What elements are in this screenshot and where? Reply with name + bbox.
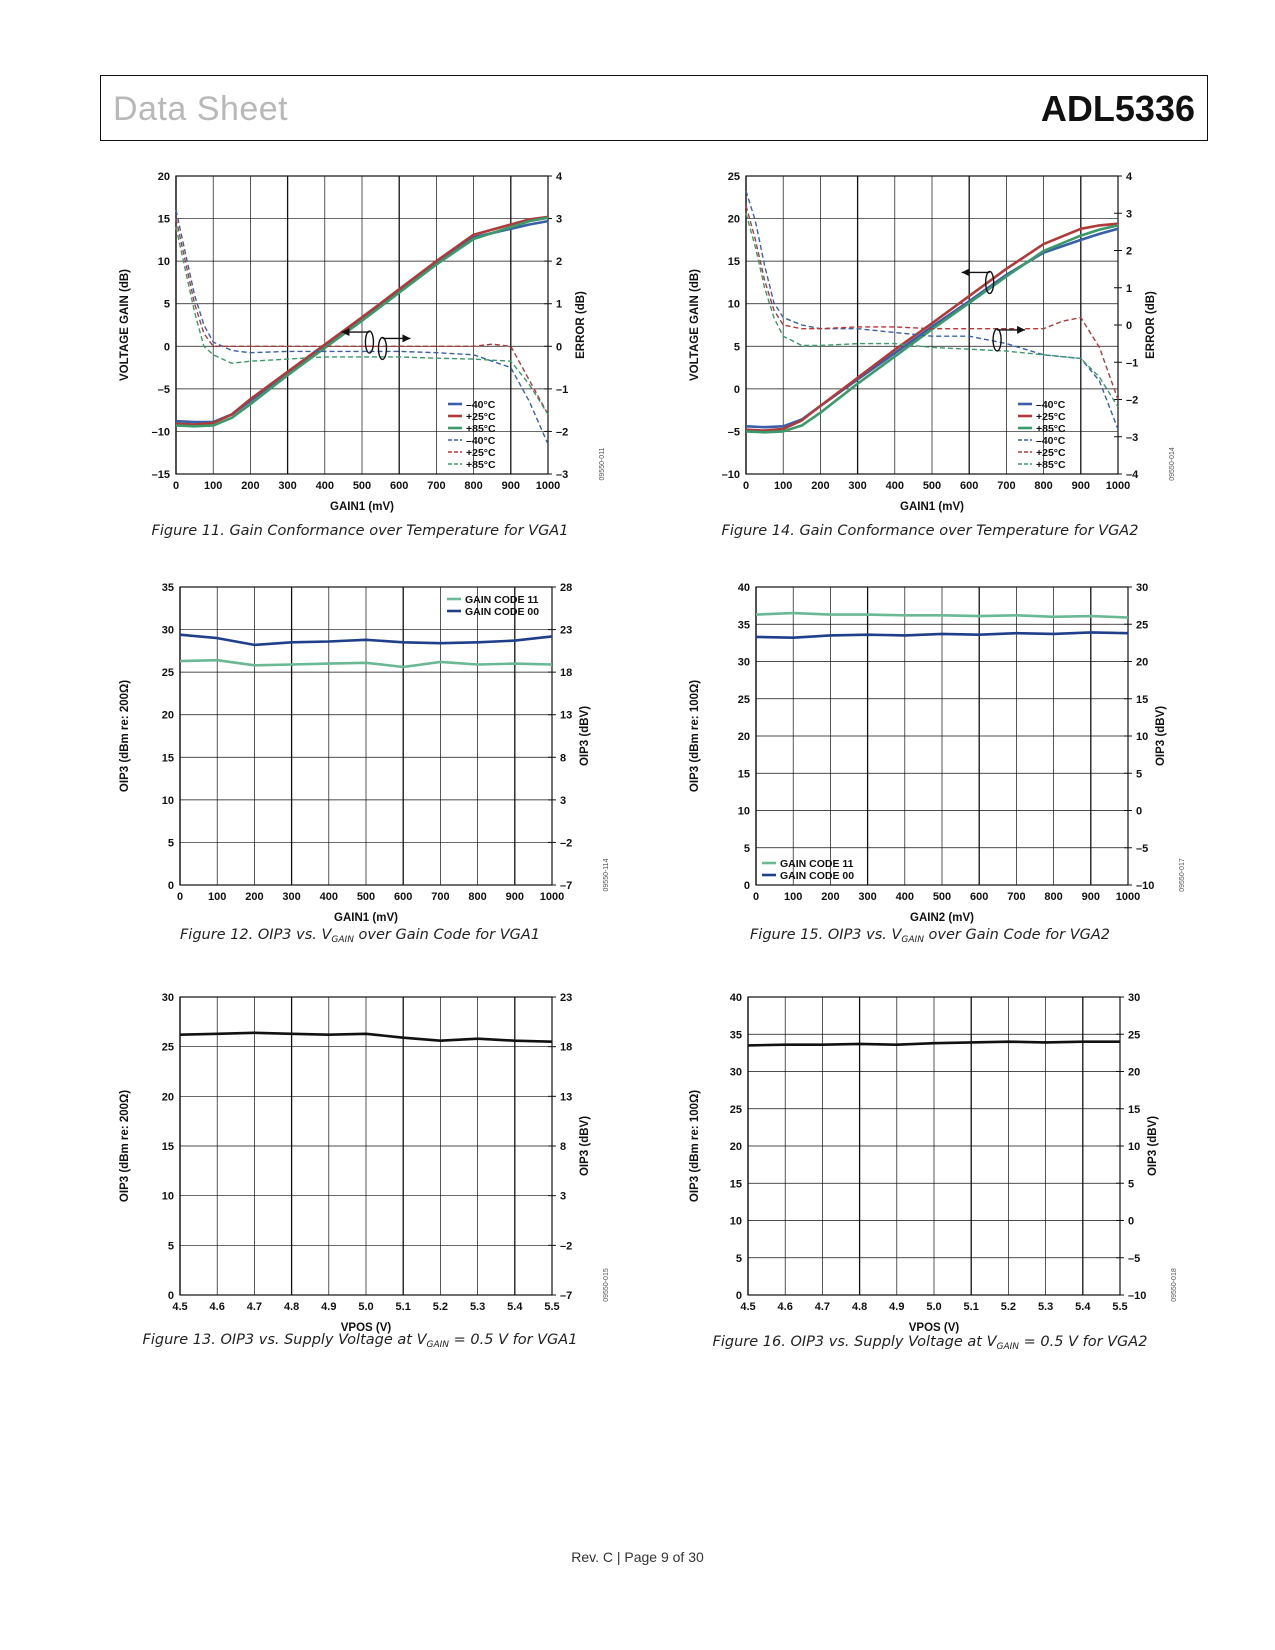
y2-tick-label: 20 [1128, 1066, 1141, 1079]
x-tick-label: 200 [811, 480, 830, 492]
legend [1018, 399, 1066, 471]
x-tick-label: 300 [848, 480, 867, 492]
x-tick-label: 4.5 [740, 1301, 756, 1313]
legend-label: +25°C [466, 447, 496, 459]
axis-indicator-left [341, 328, 373, 353]
chart-gain-conformance-vga1 [110, 160, 610, 520]
x-tick-label: 4.5 [172, 1301, 188, 1313]
indicator-arrowhead [402, 334, 410, 342]
indicator-ellipse [365, 331, 373, 353]
y-tick-label: 20 [737, 731, 750, 743]
y2-tick-label: 1 [556, 298, 563, 311]
page-footer: Rev. C | Page 9 of 30 [571, 1549, 704, 1565]
legend-label: GAIN CODE 00 [465, 606, 540, 618]
figure-14-caption: Figure 14. Gain Conformance over Temperature for VGA2 [721, 523, 1139, 539]
x-tick-label: 500 [352, 480, 372, 492]
y-tick-label: 5 [163, 298, 170, 311]
x-tick-label: 100 [784, 891, 803, 903]
figure-code: 09550-014 [1169, 447, 1176, 481]
x-tick-label: 900 [1081, 891, 1100, 903]
y-axis-label: VOLTAGE GAIN (dB) [119, 268, 131, 382]
y2-axis-label: ERROR (dB) [575, 291, 587, 359]
y2-tick-label: 0 [1136, 805, 1143, 818]
y-axis-label: VOLTAGE GAIN (dB) [689, 268, 701, 382]
figure-11-caption: Figure 11. Gain Conformance over Temperature for VGA1 [151, 523, 569, 539]
x-tick-label: 1000 [1105, 480, 1131, 492]
legend-label: –40°C [1036, 435, 1066, 447]
x-tick-label: 700 [431, 891, 450, 903]
y2-tick-label: –10 [1128, 1290, 1147, 1302]
y2-tick-label: –4 [1126, 469, 1139, 481]
y-tick-label: 30 [737, 656, 750, 669]
x-tick-label: 500 [932, 891, 952, 903]
y2-tick-label: 13 [560, 709, 573, 722]
y2-tick-label: 8 [560, 1141, 567, 1153]
y-axis-label: OIP3 (dBm re: 200Ω) [119, 679, 131, 793]
x-tick-label: 800 [464, 480, 483, 492]
x-tick-label: 300 [282, 891, 301, 903]
y2-tick-label: –2 [1126, 394, 1139, 407]
y2-tick-label: –2 [560, 1240, 573, 1253]
x-tick-label: 700 [997, 480, 1016, 492]
legend-label: +85°C [1036, 459, 1066, 471]
legend-label: –40°C [1036, 399, 1066, 411]
x-tick-label: 1000 [1115, 891, 1141, 903]
y2-tick-label: –2 [560, 837, 573, 850]
y2-tick-label: 23 [560, 992, 573, 1004]
x-tick-label: 300 [858, 891, 877, 903]
chart-oip3-vs-vgain-vga2 [680, 575, 1186, 925]
x-tick-label: 200 [821, 891, 840, 903]
y2-tick-label: 4 [556, 171, 563, 183]
y-tick-label: 10 [737, 805, 750, 818]
y2-tick-label: 18 [560, 1041, 573, 1054]
y2-tick-label: –5 [1136, 842, 1149, 855]
figure-15-caption: Figure 15. OIP3 vs. $V_{GAIN}$ over Gain Code for VGA2 [749, 927, 1111, 945]
x-axis-label: GAIN1 (mV) [900, 501, 964, 513]
y2-axis-label: OIP3 (dBV) [1147, 1115, 1159, 1177]
legend-label: GAIN CODE 00 [780, 870, 855, 882]
x-axis-label: GAIN1 (mV) [334, 912, 398, 924]
x-tick-label: 4.8 [283, 1301, 300, 1313]
chart-oip3-vs-vgain-vga1 [110, 575, 610, 925]
y2-tick-label: 5 [1136, 768, 1143, 781]
x-tick-label: 600 [960, 480, 979, 492]
y-tick-label: 10 [157, 256, 170, 269]
y2-tick-label: 3 [556, 213, 563, 226]
legend-label: GAIN CODE 11 [465, 594, 539, 606]
y-tick-label: 20 [727, 213, 740, 226]
x-tick-label: 1000 [535, 480, 561, 492]
x-tick-label: 5.1 [395, 1301, 411, 1313]
y-tick-label: –5 [157, 383, 170, 396]
x-tick-label: 4.7 [246, 1301, 263, 1313]
y-axis-label: OIP3 (dBm re: 100Ω) [689, 1089, 701, 1203]
chart-oip3-vs-supply-vga1 [110, 985, 610, 1335]
x-tick-label: 400 [315, 480, 334, 492]
y2-tick-label: 20 [1136, 656, 1149, 669]
x-tick-label: 900 [501, 480, 520, 492]
y-tick-label: 30 [729, 1066, 742, 1079]
x-tick-label: 4.9 [889, 1301, 905, 1313]
y-tick-label: 25 [737, 693, 750, 706]
document-type: Data Sheet [113, 90, 289, 128]
y-tick-label: 40 [737, 582, 750, 594]
y-tick-label: 35 [729, 1029, 742, 1042]
y2-tick-label: 3 [1126, 208, 1133, 221]
x-tick-label: 5.3 [469, 1301, 486, 1313]
y-tick-label: 30 [161, 624, 174, 637]
y-tick-label: 20 [161, 709, 174, 722]
legend-label: +85°C [1036, 423, 1066, 435]
x-tick-label: 900 [1071, 480, 1090, 492]
y2-tick-label: 10 [1128, 1141, 1141, 1153]
y2-tick-label: 28 [560, 582, 573, 594]
y-tick-label: 0 [735, 1290, 742, 1302]
y2-tick-label: 30 [1128, 992, 1141, 1004]
y2-tick-label: 25 [1136, 619, 1149, 632]
chart2-grid [180, 997, 552, 1295]
legend-label: +85°C [466, 423, 496, 435]
chart4-grid [756, 587, 1128, 885]
x-tick-label: 5.4 [1075, 1301, 1091, 1313]
x-tick-label: 200 [245, 891, 264, 903]
x-tick-label: 5.4 [507, 1301, 523, 1313]
y-tick-label: 40 [729, 992, 742, 1004]
x-tick-label: 700 [427, 480, 446, 492]
y2-axis-label: ERROR (dB) [1145, 291, 1157, 359]
legend [762, 858, 854, 882]
x-tick-label: 100 [208, 891, 227, 903]
x-axis-label: VPOS (V) [340, 1322, 392, 1334]
x-tick-label: 400 [885, 480, 904, 492]
legend-label: –40°C [466, 399, 496, 411]
legend [448, 399, 496, 471]
x-tick-label: 700 [1007, 891, 1026, 903]
x-tick-label: 0 [176, 891, 184, 903]
x-tick-label: 800 [468, 891, 487, 903]
y-tick-label: 15 [161, 752, 174, 765]
y-tick-label: 15 [727, 256, 740, 269]
x-tick-label: 5.0 [926, 1301, 942, 1313]
y2-tick-label: 15 [1128, 1103, 1141, 1116]
figure-code: 09550-015 [603, 1268, 610, 1302]
y-tick-label: 15 [161, 1141, 174, 1153]
y2-tick-label: –7 [560, 1290, 573, 1302]
y-tick-label: 10 [161, 1190, 174, 1203]
figure-code: 09550-114 [603, 858, 610, 892]
y-tick-label: –10 [151, 426, 170, 439]
x-tick-label: 600 [390, 480, 409, 492]
legend [447, 594, 539, 618]
x-tick-label: 5.3 [1037, 1301, 1054, 1313]
x-tick-label: 400 [319, 891, 338, 903]
y-tick-label: –5 [727, 426, 740, 439]
chart1-grid [180, 587, 552, 885]
x-tick-label: 200 [241, 480, 260, 492]
page-header [100, 75, 1208, 141]
y-tick-label: 0 [167, 1290, 174, 1302]
legend-label: +25°C [1036, 411, 1066, 423]
y2-tick-label: 10 [1136, 731, 1149, 743]
x-axis-label: GAIN1 (mV) [330, 501, 394, 513]
x-tick-label: 4.6 [209, 1301, 225, 1313]
y-tick-label: 5 [743, 842, 750, 855]
y2-tick-label: –7 [560, 880, 573, 892]
y-tick-label: 5 [167, 1240, 174, 1253]
y2-tick-label: 8 [560, 752, 567, 765]
y2-tick-label: –1 [1126, 357, 1139, 370]
x-tick-label: 4.6 [777, 1301, 793, 1313]
y-tick-label: 20 [729, 1141, 742, 1153]
y2-tick-label: 23 [560, 624, 573, 637]
y2-axis-label: OIP3 (dBV) [1155, 705, 1167, 767]
y-tick-label: 35 [161, 582, 174, 594]
x-tick-label: 500 [356, 891, 376, 903]
x-tick-label: 0 [742, 480, 750, 492]
chart-gain-conformance-vga2 [680, 160, 1180, 520]
y-tick-label: 0 [743, 880, 750, 892]
x-tick-label: 100 [774, 480, 793, 492]
figure-13-caption: Figure 13. OIP3 vs. Supply Voltage at $V_{GAIN} = 0.5$ V for VGA1 [142, 1332, 578, 1350]
x-tick-label: 100 [204, 480, 223, 492]
x-tick-label: 5.5 [544, 1301, 560, 1313]
axis-indicator-right [993, 326, 1025, 351]
y2-tick-label: 2 [1126, 245, 1133, 258]
indicator-arrowhead [1017, 326, 1025, 334]
indicator-ellipse [993, 329, 1001, 351]
y-tick-label: 10 [729, 1215, 742, 1228]
figure-code: 09550-017 [1179, 858, 1186, 892]
part-number: ADL5336 [1040, 88, 1195, 129]
y-tick-label: 5 [735, 1252, 742, 1265]
y-tick-label: 15 [729, 1178, 742, 1191]
y2-tick-label: 3 [560, 794, 567, 807]
x-tick-label: 400 [895, 891, 914, 903]
y2-tick-label: 25 [1128, 1029, 1141, 1042]
legend-label: –40°C [466, 435, 496, 447]
y2-tick-label: 5 [1128, 1178, 1135, 1191]
x-tick-label: 900 [505, 891, 524, 903]
y-tick-label: 5 [167, 837, 174, 850]
figure-12-caption: Figure 12. OIP3 vs. $V_{GAIN}$ over Gain Code for VGA1 [179, 927, 541, 945]
legend-label: +25°C [466, 411, 496, 423]
figure-16-caption: Figure 16. OIP3 vs. Supply Voltage at $V_{GAIN} = 0.5$ V for VGA2 [712, 1334, 1148, 1352]
x-tick-label: 4.8 [851, 1301, 868, 1313]
y2-tick-label: 2 [556, 256, 563, 269]
y-tick-label: 10 [161, 794, 174, 807]
y2-axis-label: OIP3 (dBV) [579, 705, 591, 767]
x-axis-label: VPOS (V) [908, 1322, 960, 1334]
y2-tick-label: 0 [556, 341, 563, 354]
indicator-arrowhead [962, 268, 970, 276]
x-tick-label: 500 [922, 480, 942, 492]
y-tick-label: 30 [161, 992, 174, 1004]
y2-tick-label: –5 [1128, 1252, 1141, 1265]
y2-tick-label: 0 [1128, 1215, 1135, 1228]
y2-tick-label: 4 [1126, 171, 1133, 183]
y2-tick-label: –1 [556, 383, 569, 396]
y2-tick-label: 0 [1126, 320, 1133, 332]
y2-tick-label: –3 [1126, 431, 1139, 444]
legend-label: GAIN CODE 11 [780, 858, 854, 870]
x-tick-label: 5.1 [963, 1301, 979, 1313]
y2-tick-label: 15 [1136, 693, 1149, 706]
figure-code: 09550-011 [599, 447, 606, 481]
x-tick-label: 1000 [539, 891, 565, 903]
y-tick-label: 15 [737, 768, 750, 781]
x-tick-label: 0 [172, 480, 180, 492]
legend-label: +25°C [1036, 447, 1066, 459]
x-tick-label: 4.7 [814, 1301, 831, 1313]
y2-axis-label: OIP3 (dBV) [579, 1115, 591, 1177]
y-tick-label: 10 [727, 298, 740, 311]
y-tick-label: 0 [733, 383, 740, 396]
y-tick-label: 35 [737, 619, 750, 632]
y-tick-label: –15 [151, 469, 170, 481]
legend-label: +85°C [466, 459, 496, 471]
x-tick-label: 5.2 [432, 1301, 449, 1313]
y-tick-label: 25 [161, 1041, 174, 1054]
x-tick-label: 600 [970, 891, 989, 903]
y-tick-label: 5 [733, 341, 740, 354]
x-tick-label: 600 [394, 891, 413, 903]
indicator-ellipse [378, 337, 386, 359]
y-tick-label: 20 [157, 171, 170, 183]
y-tick-label: 15 [157, 213, 170, 226]
x-tick-label: 5.0 [358, 1301, 374, 1313]
x-tick-label: 5.2 [1000, 1301, 1017, 1313]
y-tick-label: 0 [163, 341, 170, 354]
y-tick-label: –10 [721, 469, 740, 481]
x-tick-label: 800 [1044, 891, 1063, 903]
y2-tick-label: –3 [556, 469, 569, 481]
x-tick-label: 0 [752, 891, 760, 903]
y2-tick-label: 13 [560, 1091, 573, 1104]
figure-code: 09550-018 [1171, 1268, 1178, 1302]
y2-tick-label: 18 [560, 667, 573, 680]
x-tick-label: 300 [278, 480, 297, 492]
y-tick-label: 0 [167, 880, 174, 892]
x-tick-label: 5.5 [1112, 1301, 1128, 1313]
x-tick-label: 800 [1034, 480, 1053, 492]
y-axis-label: OIP3 (dBm re: 100Ω) [689, 679, 701, 793]
chart-oip3-vs-supply-vga2 [680, 985, 1180, 1335]
y-tick-label: 25 [161, 667, 174, 680]
y2-tick-label: –10 [1136, 880, 1155, 892]
y2-tick-label: 1 [1126, 282, 1133, 295]
y-tick-label: 20 [161, 1091, 174, 1104]
x-axis-label: GAIN2 (mV) [910, 912, 974, 924]
x-tick-label: 4.9 [321, 1301, 337, 1313]
y-axis-label: OIP3 (dBm re: 200Ω) [119, 1089, 131, 1203]
y2-tick-label: 30 [1136, 582, 1149, 594]
y2-tick-label: –2 [556, 426, 569, 439]
y-tick-label: 25 [729, 1103, 742, 1116]
y2-tick-label: 3 [560, 1190, 567, 1203]
y-tick-label: 25 [727, 171, 740, 183]
